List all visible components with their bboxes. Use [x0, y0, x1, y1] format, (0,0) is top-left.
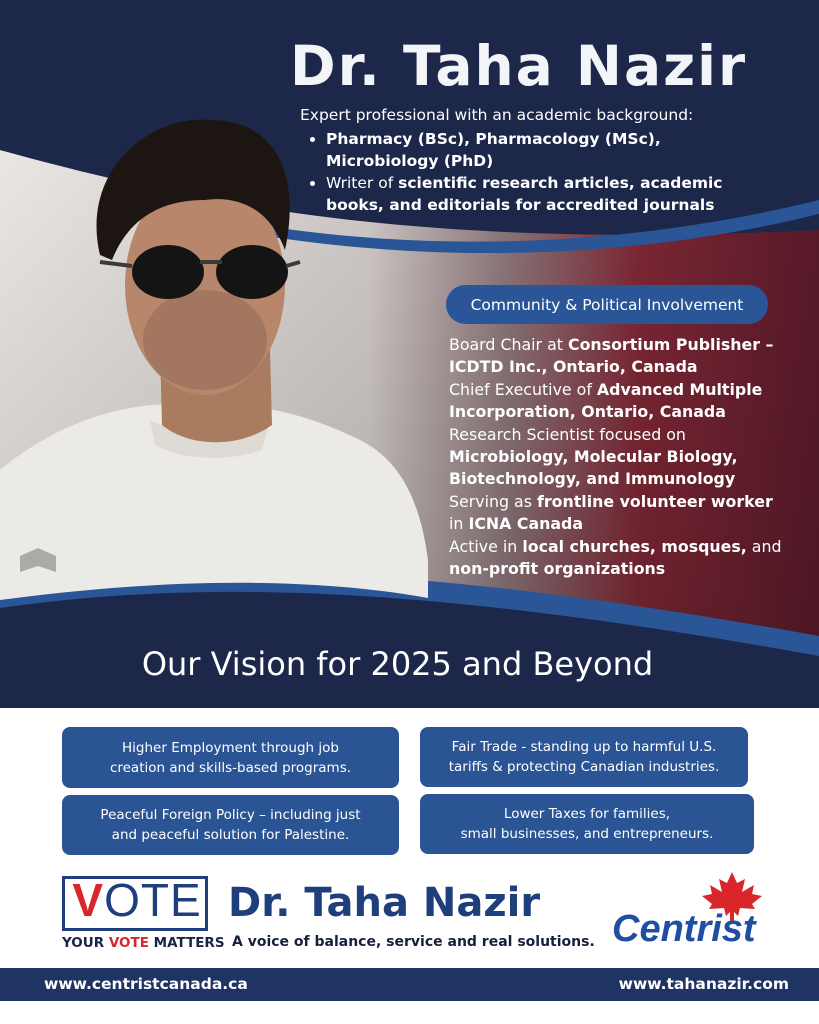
vote-logo: VOTE — [72, 874, 202, 926]
goal-line: Higher Employment through job — [122, 739, 339, 756]
goal-line: Fair Trade - standing up to harmful U.S. — [451, 739, 717, 755]
footer-bar — [0, 968, 819, 1001]
involvement-heading: Community & Political Involvement — [446, 285, 768, 324]
goal-line: Lower Taxes for families, — [503, 806, 671, 822]
academic-background — [300, 104, 770, 216]
role-item: Serving as frontline volunteer worker in ICNA Canada — [449, 491, 773, 534]
role-item: Chief Executive of Advanced Multiple Incorporation, Ontario, Canada — [449, 379, 763, 422]
goal-line: small businesses, and entrepreneurs. — [460, 826, 714, 842]
goal-line: tariffs & protecting Canadian industries. — [448, 759, 720, 775]
party-logo: Centrist — [612, 908, 756, 950]
role-item: Board Chair at Consortium Publisher – ICDTD Inc., Ontario, Canada — [449, 335, 774, 377]
vision-title: Our Vision for 2025 and Beyond — [141, 645, 654, 683]
background-item: • Pharmacy (BSc), Pharmacology (MSc), Microbiology (PhD) — [326, 128, 770, 172]
goal-line: creation and skills-based programs. — [109, 759, 352, 776]
footer-link-centrist[interactable]: www.centristcanada.ca — [44, 975, 248, 993]
vote-checkmark-icon: V — [72, 874, 105, 926]
candidate-name: Dr. Taha Nazir — [228, 880, 541, 926]
goal-card-foreign-policy — [62, 795, 399, 855]
goal-line: and peaceful solution for Palestine. — [111, 827, 350, 843]
intro-text: Expert professional with an academic background: — [300, 106, 694, 124]
goal-card-lower-taxes — [420, 794, 754, 854]
role-item: Research Scientist focused on Microbiology, Molecular Biology, Biotechnology, and Immunology — [449, 424, 738, 489]
footer-link-tahanazir[interactable]: www.tahanazir.com — [618, 975, 789, 993]
vote-tagline: YOUR VOTE MATTERS — [62, 935, 225, 951]
background-list — [300, 128, 770, 216]
role-item: Active in local churches, mosques, and non-profit organizations — [449, 536, 782, 579]
candidate-tagline: A voice of balance, service and real solutions. — [232, 934, 595, 950]
background-item: • Writer of scientific research articles, academic books, and editorials for accredited journals — [326, 172, 770, 216]
goal-line: Peaceful Foreign Policy – including just — [100, 807, 361, 823]
involvement-list — [449, 334, 789, 580]
goal-card-fair-trade — [420, 727, 748, 787]
candidate-name-title: Dr. Taha Nazir — [290, 34, 748, 98]
goal-card-employment — [62, 727, 399, 788]
